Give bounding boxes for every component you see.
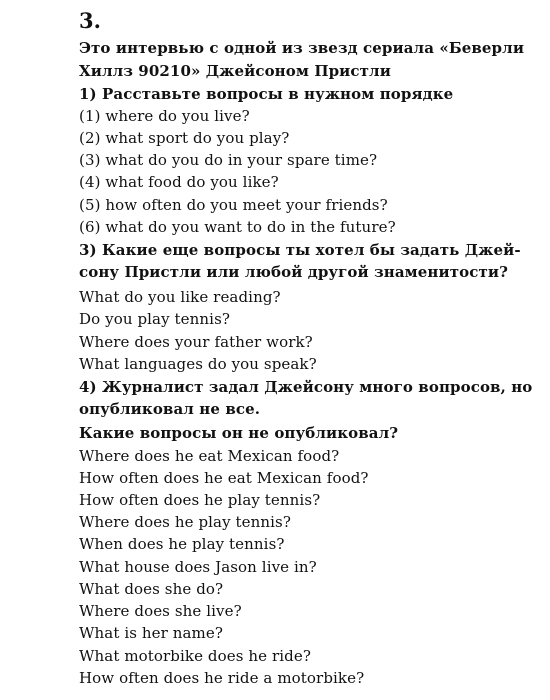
task4-item-2: How often does he eat Mexican food? <box>79 469 369 487</box>
task4-heading-line-1: 4) Журналист задал Джейсону много вопросов, но <box>79 378 533 396</box>
task4-heading-line-2: опубликовал не все. <box>79 400 261 418</box>
task1-item-6: (6) what do you want to do in the future? <box>79 218 396 236</box>
task1-item-2: (2) what sport do you play? <box>79 129 290 147</box>
task4-item-9: What is her name? <box>79 624 224 642</box>
task1-heading: 1) Расставьте вопросы в нужном порядке <box>79 85 454 103</box>
task4-subheading: Какие вопросы он не опубликовал? <box>79 424 399 442</box>
task3-heading-line-1: 3) Какие еще вопросы ты хотел бы задать Джей- <box>79 241 521 259</box>
task3-item-2: Do you play tennis? <box>79 310 231 328</box>
task1-item-1: (1) where do you live? <box>79 107 250 125</box>
task4-item-11: How often does he ride a motorbike? <box>79 669 365 687</box>
task4-item-10: What motorbike does he ride? <box>79 647 312 665</box>
task3-item-3: Where does your father work? <box>79 333 313 351</box>
task1-item-5: (5) how often do you meet your friends? <box>79 196 388 214</box>
intro-line-1: Это интервью с одной из звезд сериала «Беверли <box>79 39 525 57</box>
task4-item-8: Where does she live? <box>79 602 242 620</box>
task3-heading-line-2: сону Пристли или любой другой знаменитости? <box>79 263 508 281</box>
task4-item-1: Where does he eat Mexican food? <box>79 447 340 465</box>
task4-item-4: Where does he play tennis? <box>79 513 291 531</box>
task1-item-3: (3) what do you do in your spare time? <box>79 151 378 169</box>
task4-item-5: When does he play tennis? <box>79 535 285 553</box>
task4-item-6: What house does Jason live in? <box>79 558 317 576</box>
intro-line-2: Хиллз 90210» Джейсоном Пристли <box>79 62 391 80</box>
exercise-number: 3. <box>79 8 101 33</box>
task1-item-4: (4) what food do you like? <box>79 173 279 191</box>
task3-item-4: What languages do you speak? <box>79 355 317 373</box>
task4-item-3: How often does he play tennis? <box>79 491 321 509</box>
task4-item-7: What does she do? <box>79 580 224 598</box>
task3-item-1: What do you like reading? <box>79 288 281 306</box>
